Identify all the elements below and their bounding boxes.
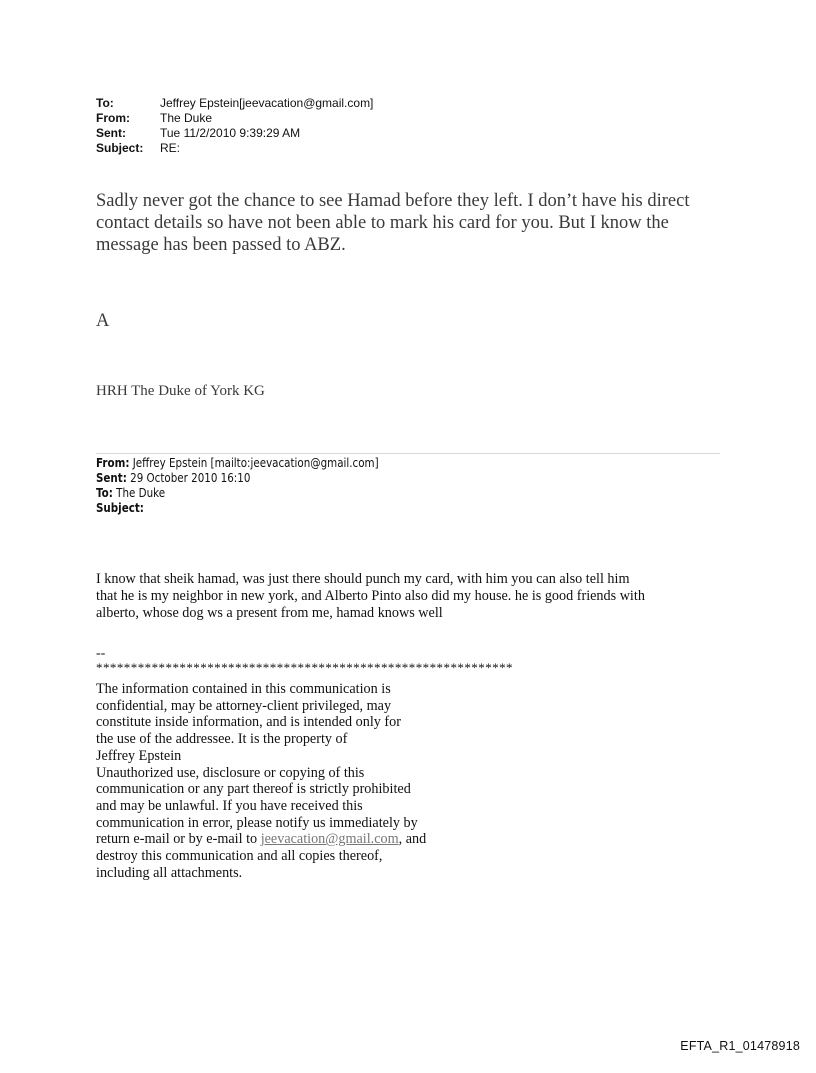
message-line: contact details so have not been able to mark his card for you. But I know the bbox=[96, 213, 669, 233]
from-label: From: bbox=[96, 111, 130, 125]
quoted-subject-label: Subject: bbox=[96, 501, 144, 515]
quoted-sent-label: Sent: bbox=[96, 471, 127, 485]
confidentiality-disclaimer bbox=[96, 681, 426, 881]
return-prefix: return e-mail or by e-mail to bbox=[96, 831, 261, 848]
header-row-to bbox=[96, 96, 373, 111]
document-id: EFTA_R1_01478918 bbox=[680, 1039, 800, 1053]
disclaimer-line: communication in error, please notify us immediately by bbox=[96, 814, 418, 831]
quoted-email-header bbox=[96, 456, 379, 516]
disclaimer-line: confidential, may be attorney-client privileged, may bbox=[96, 697, 392, 714]
header-row-subject bbox=[96, 141, 373, 156]
quoted-from-value: Jeffrey Epstein [mailto:jeevacation@gmail.com] bbox=[132, 456, 379, 470]
message-line: message has been passed to ABZ. bbox=[96, 235, 346, 255]
disclaimer-return-line bbox=[96, 831, 426, 848]
disclaimer-line: destroy this communication and all copies thereof, bbox=[96, 848, 383, 865]
asterisk-separator: ************************************************************ bbox=[96, 660, 513, 675]
message-body bbox=[96, 190, 736, 256]
return-suffix: , and bbox=[398, 831, 427, 848]
subject-label: Subject: bbox=[96, 141, 144, 155]
subject-value: RE: bbox=[160, 141, 181, 155]
disclaimer-line: communication or any part thereof is strictly prohibited bbox=[96, 781, 411, 798]
disclaimer-line: the use of the addressee. It is the property of bbox=[96, 731, 348, 748]
quoted-message-body bbox=[96, 571, 736, 622]
sent-label: Sent: bbox=[96, 126, 126, 140]
disclaimer-line: and may be unlawful. If you have received this bbox=[96, 797, 363, 814]
quoted-line: I know that sheik hamad, was just there should punch my card, with him you can also tell him bbox=[96, 571, 630, 587]
quoted-header-row-from bbox=[96, 456, 379, 471]
signature-separator: -- bbox=[96, 646, 106, 661]
to-value: Jeffrey Epstein[jeevacation@gmail.com] bbox=[160, 96, 374, 110]
disclaimer-line: Jeffrey Epstein bbox=[96, 747, 182, 764]
quoted-line: that he is my neighbor in new york, and Alberto Pinto also did my house. he is good friends with bbox=[96, 588, 645, 604]
quoted-from-label: From: bbox=[96, 456, 130, 470]
email-header bbox=[96, 96, 373, 156]
quoted-line: alberto, whose dog ws a present from me, hamad knows well bbox=[96, 605, 443, 621]
quoted-to-label: To: bbox=[96, 486, 113, 500]
disclaimer-line: including all attachments. bbox=[96, 864, 243, 881]
quoted-header-row-subject bbox=[96, 501, 379, 516]
disclaimer-line: constitute inside information, and is intended only for bbox=[96, 714, 401, 731]
email-link[interactable]: jeevacation@gmail.com bbox=[260, 831, 399, 848]
header-row-sent bbox=[96, 126, 373, 141]
to-label: To: bbox=[96, 96, 114, 110]
disclaimer-line: Unauthorized use, disclosure or copying of this bbox=[96, 764, 365, 781]
quoted-sent-value: 29 October 2010 16:10 bbox=[130, 471, 251, 485]
quoted-header-row-to bbox=[96, 486, 379, 501]
quoted-header-row-sent bbox=[96, 471, 379, 486]
quoted-to-value: The Duke bbox=[116, 486, 166, 500]
sent-value: Tue 11/2/2010 9:39:29 AM bbox=[160, 126, 301, 140]
disclaimer-line: The information contained in this communication is bbox=[96, 681, 391, 697]
header-row-from bbox=[96, 111, 373, 126]
sender-signature: HRH The Duke of York KG bbox=[96, 383, 265, 399]
from-value: The Duke bbox=[160, 111, 213, 125]
message-line: Sadly never got the chance to see Hamad before they left. I don’t have his direct bbox=[96, 191, 690, 211]
quote-divider bbox=[96, 453, 720, 454]
sender-initial: A bbox=[96, 311, 110, 331]
